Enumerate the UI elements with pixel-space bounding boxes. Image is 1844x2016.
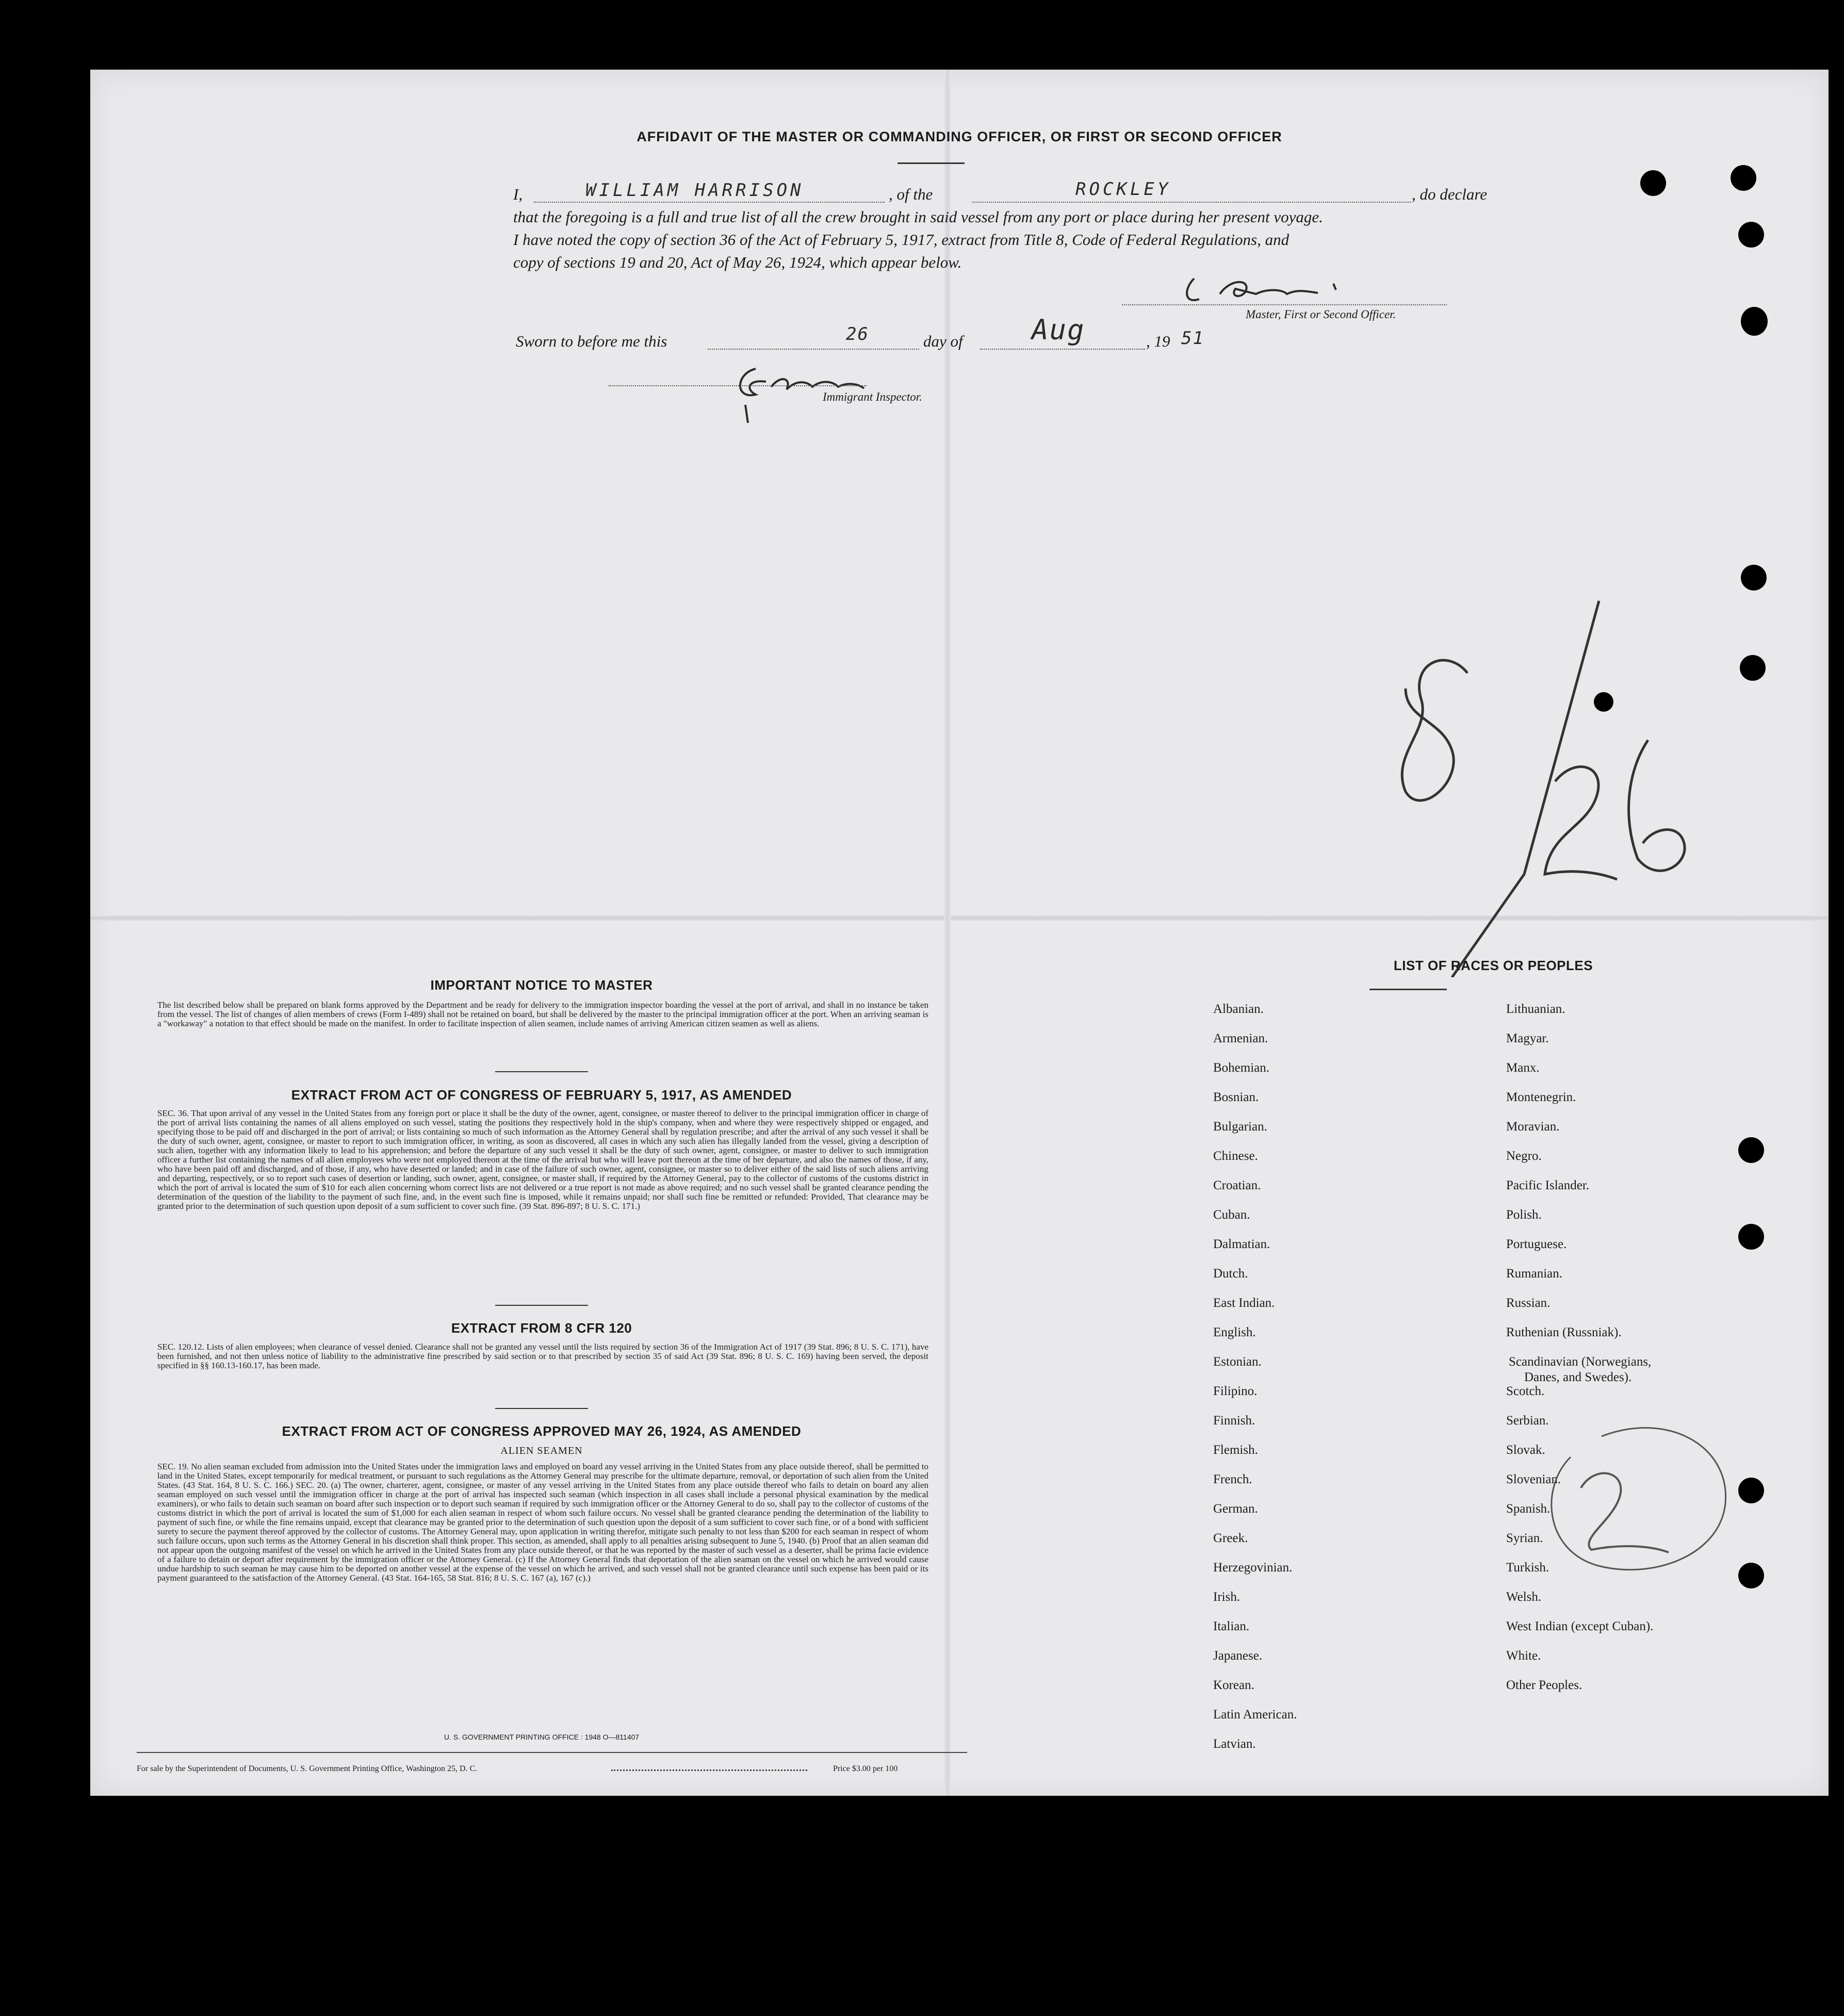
master-signature [1163,268,1452,309]
punch-hole [1738,1224,1764,1250]
gpo-line: U. S. GOVERNMENT PRINTING OFFICE : 1948 O—811407 [444,1733,640,1741]
race-item: Armenian. [1213,1031,1268,1045]
race-item: Lithuanian. [1506,1002,1565,1016]
sworn-day-line [708,349,919,350]
sworn-month-line [980,349,1145,350]
race-item: Latin American. [1213,1708,1297,1722]
race-item: Slovenian. [1506,1472,1561,1486]
race-item: Finnish. [1213,1414,1255,1428]
affidavit-line4: copy of sections 19 and 20, Act of May 26, 1924, which appear below. [513,253,962,271]
notice-title: IMPORTANT NOTICE TO MASTER [430,977,653,993]
sworn-line [516,314,1341,356]
footer-left: For sale by the Superintendent of Documents, U. S. Government Printing Office, Washington 25, D. C. [137,1764,478,1773]
race-item: Filipino. [1213,1384,1258,1398]
extract-cfr-text: SEC. 120.12. Lists of alien employees; when clearance of vessel denied. Clearance shall not be granted any vessel until the lists required by section 36 of the Immigration Act of 1917 (39 Stat. 896; 8 U. S. C. 171), have been furnished, and not then unless notice of liability to the administrative fine prescribed by said section or to that prescribed by section 35 of said Act (39 Stat. 896; 8 U. S. C. 169) having been served, the deposit specified in §§ 160.13-160.17, has been made. [157,1342,928,1370]
footer-right: Price $3.00 per 100 [833,1764,898,1773]
race-item: French. [1213,1472,1252,1486]
race-item: West Indian (except Cuban). [1506,1619,1654,1633]
race-item: Albanian. [1213,1002,1264,1016]
footer-dots [611,1769,807,1771]
document-sheet [90,70,1829,1796]
race-item: Montenegrin. [1506,1090,1576,1104]
race-item: Scandinavian (Norwegians, [1509,1355,1652,1369]
extract-cfr-title: EXTRACT FROM 8 CFR 120 [451,1320,632,1336]
race-item: Slovak. [1506,1443,1545,1457]
punch-hole [1731,165,1756,191]
race-item: Greek. [1213,1531,1248,1545]
section-rule [495,1305,588,1306]
race-item: Pacific Islander. [1506,1178,1590,1192]
vertical-fold [944,70,951,1796]
races-title-rule [1369,989,1447,990]
punch-hole [1740,655,1766,681]
affidavit-title: AFFIDAVIT OF THE MASTER OR COMMANDING OFFICER, OR FIRST OR SECOND OFFICER [637,129,1282,144]
race-item: Danes, and Swedes). [1524,1370,1632,1384]
inspector-caption: Immigrant Inspector. [823,390,922,403]
handwritten-date-note [1328,585,1720,977]
affidavit-prefix: I, [513,185,523,203]
title-rule [897,162,965,164]
sworn-prefix: Sworn to before me this [516,332,667,350]
race-item: Latvian. [1213,1737,1256,1751]
race-item: Irish. [1213,1590,1241,1604]
race-item: Spanish. [1506,1502,1551,1516]
sworn-year-prefix: , 19 [1146,332,1170,350]
footer-rule [137,1752,967,1753]
extract-1917-title: EXTRACT FROM ACT OF CONGRESS OF FEBRUARY 5, 1917, AS AMENDED [291,1087,792,1103]
punch-hole [1738,222,1764,248]
race-item: Cuban. [1213,1208,1250,1222]
race-item: Ruthenian (Russniak). [1506,1325,1622,1339]
race-item: Herzegovinian. [1213,1561,1293,1575]
sworn-day-handwritten: 26 [846,324,869,345]
notice-text: The list described below shall be prepared on blank forms approved by the Department and be ready for delivery to the immigration inspector boarding the vessel at the port of arrival, and shall in no instance be taken from the vessel. The list of changes of alien members of crews (Form I-489) shall not be retained on board, but shall be delivered by the master to the principal immigration officer at the port. When an arriving seaman is a "workaway" a notation to that effect should be made on the manifest. In order to facilitate inspection of alien seamen, include names of arriving American citizen seamen as well as aliens. [157,1000,928,1028]
inspector-signature-line [609,385,867,386]
extract-1917-text: SEC. 36. That upon arrival of any vessel in the United States from any foreign port or place it shall be the duty of the owner, agent, consignee, or master thereof to deliver to the principal immigration officer in charge of the port of arrival lists containing the names of all aliens employed on such vessel, stating the positions they respectively hold in the ship's company, when and where they were respectively shipped or engaged, and specifying those to be paid off and discharged in the port of arrival; or lists containing so much of such information as the Attorney General shall by regulation prescribe; and after the arrival of any such vessel it shall be the duty of such owner, agent, consignee, or master to report to such immigration officer, in writing, as soon as discovered, all cases in which any such alien has illegally landed from the vessel, giving a description of such alien, together with any information likely to lead to his apprehension; and before the departure of any such vessel it shall be the duty of such owner, agent, consignee, or master to deliver to such immigration officer a further list containing the names of all alien employees who were not employed thereon at the time of the arrival but who will leave port thereon at the time of her departure, and also the names of those, if any, who have been paid off and discharged, and of those, if any, who have deserted or landed; and in case of the failure of such owner, agent, consignee, or master so to deliver either of the said lists of such aliens arriving and departing, respectively, or so to report such cases of desertion or landing, such owner, agent, consignee, or master shall, if required by the Attorney General, pay to the collector of customs of the customs district in which the port of arrival is located the sum of $10 for each alien concerning whom correct lists are not delivered or a true report is not made as above required; and no such vessel shall be granted clearance pending the determination of the question of the liability to the payment of such fine, and, in the event such fine is imposed, while it remains unpaid; nor shall such fine be remitted or refunded: Provided, That clearance may be granted prior to the determination of such question upon deposit of a sum sufficient to cover such fine. (39 Stat. 896-897; 8 U. S. C. 171.) [157,1108,928,1211]
punch-hole [1738,1137,1764,1163]
race-item: English. [1213,1325,1256,1339]
master-signature-line [1122,304,1447,305]
race-item: East Indian. [1213,1296,1275,1310]
section-rule [495,1071,588,1072]
sworn-month-handwritten: Aug [1032,314,1085,346]
race-item: Flemish. [1213,1443,1258,1457]
sworn-year-handwritten: 51 [1181,328,1204,349]
extract-1924-title: EXTRACT FROM ACT OF CONGRESS APPROVED MAY 26, 1924, AS AMENDED [282,1423,802,1439]
race-item: Rumanian. [1506,1267,1563,1281]
master-caption: Master, First or Second Officer. [1246,308,1396,321]
race-item: Bulgarian. [1213,1120,1267,1134]
race-item: Portuguese. [1506,1237,1567,1251]
race-item: Estonian. [1213,1355,1262,1369]
punch-hole [1741,307,1768,336]
sworn-day-of: day of [923,332,963,350]
affidavit-body [513,179,1540,274]
affidavit-declare: , do declare [1412,185,1488,203]
race-item: Serbian. [1506,1414,1549,1428]
race-item: Scotch. [1506,1384,1545,1398]
punch-hole [1594,692,1613,712]
section-rule [495,1408,588,1409]
race-item: Dalmatian. [1213,1237,1270,1251]
race-item: Dutch. [1213,1267,1248,1281]
race-item: Manx. [1506,1061,1540,1075]
race-item: White. [1506,1649,1541,1663]
race-item: Bosnian. [1213,1090,1259,1104]
extract-1924-subtitle: ALIEN SEAMEN [500,1445,583,1456]
race-item: Welsh. [1506,1590,1542,1604]
master-name-handwritten: WILLIAM HARRISON [585,180,804,201]
race-item: Korean. [1213,1678,1254,1692]
race-item: Italian. [1213,1619,1250,1633]
race-item: Magyar. [1506,1031,1549,1045]
race-item: Turkish. [1506,1561,1549,1575]
affidavit-line3: I have noted the copy of section 36 of the Act of February 5, 1917, extract from Title 8, Code of Federal Regulations, and [513,231,1290,249]
races-title: LIST OF RACES OR PEOPLES [1393,958,1593,973]
punch-hole [1738,1563,1764,1588]
circled-number-annotation [1535,1416,1736,1581]
race-item: Japanese. [1213,1649,1263,1663]
race-item: Negro. [1506,1149,1542,1163]
punch-hole [1640,170,1666,196]
race-item: Other Peoples. [1506,1678,1582,1692]
vessel-name-handwritten: ROCKLEY [1075,179,1171,200]
race-item: Croatian. [1213,1178,1261,1192]
affidavit-of-the: , of the [889,185,933,203]
punch-hole [1741,565,1767,591]
punch-hole [1738,1478,1764,1503]
master-name-line [534,202,885,203]
race-item: Bohemian. [1213,1061,1270,1075]
race-item: Moravian. [1506,1120,1560,1134]
race-item: Russian. [1506,1296,1551,1310]
race-item: Syrian. [1506,1531,1543,1545]
vessel-name-line [972,202,1411,203]
affidavit-line2: that the foregoing is a full and true list of all the crew brought in said vessel from any port or place during her present voyage. [513,208,1323,226]
extract-1924-text: SEC. 19. No alien seaman excluded from admission into the United States under the immigration laws and employed on board any vessel arriving in the United States from any place outside thereof, shall be permitted to land in the United States, except temporarily for medical treatment, or pursuant to such regulations as the Attorney General may prescribe for the ultimate departure, removal, or deportation of such alien from the United States. (43 Stat. 164, 8 U. S. C. 166.) SEC. 20. (a) The owner, charterer, agent, consignee, or master of any vessel arriving in the United States from any place outside thereof who fails to detain on board any alien seaman employed on such vessel until the immigration officer in charge at the port of arrival has inspected such seaman (which inspection in all cases shall include a personal physical examination by the medical examiners), or who fails to detain such seaman on board after such inspection or to deport such seaman if required by such immigration officer or the Attorney General to do so, shall pay to the collector of customs of the customs district in which the port of arrival is located the sum of $1,000 for each alien seaman in respect of whom such failure occurs. No vessel shall be granted clearance pending the determination of the liability to payment of such fine, or while the fine remains unpaid, except that clearance may be granted prior to the determination of such question upon the deposit of a sum sufficient to cover such fine, or of a bond with sufficient surety to secure the payment thereof approved by the collector of customs. The Attorney General may, upon application in writing therefor, mitigate such penalty to not less than $200 for each seaman in respect of whom such failure occurs, upon such terms as the Attorney General in his discretion shall think proper. This section, as amended, shall apply to all penalties arising subsequent to June 5, 1940. (b) Proof that an alien seaman did not appear upon the outgoing manifest of the vessel on which he arrived in the United States from any place outside thereof, or that he was reported by the master of such vessel as a deserter, shall be prima facie evidence of a failure to detain or deport after requirement by the immigration officer or the Attorney General. (c) If the Attorney General finds that deportation of the alien seaman on the vessel on which he arrived would cause undue hardship to such seaman he may cause him to be deported on another vessel at the expense of the vessel on which he arrived, and such vessel shall not be granted clearance until such expense has been paid or its payment guaranteed to the satisfaction of the Attorney General. (43 Stat. 164-165, 58 Stat. 816; 8 U. S. C. 167 (a), 167 (c).) [157,1462,928,1583]
race-item: German. [1213,1502,1258,1516]
race-item: Polish. [1506,1208,1542,1222]
race-item: Chinese. [1213,1149,1258,1163]
